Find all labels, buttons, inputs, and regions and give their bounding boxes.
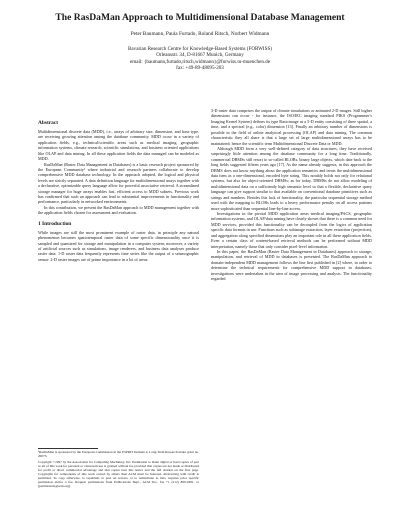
abstract-paragraph: In this contribution, we present the RasDaMan approach to MDD management together with the application fields chosen for assessment and evaluation. [38, 204, 199, 216]
abstract-paragraph: RasDaMan (Raster Data Management in Databases) is a basic research project sponsored by the European Community¹ where industrial and research partners collaborate to develop comprehensive MDD database technology. In the approach adopted, the logical and physical levels are strictly separated. A data definition language for multidimensional arrays together with a declarative, optimizable query language allow for powerful associative retrieval. A streamlined storage manager for huge arrays enables fast, efficient access to MDD subsets. Previous work has confirmed that such an approach can lead to substantial improvements in functionality and performance, particularly in networked environments. [38, 161, 199, 205]
affiliation-line: Orleansstr. 34, D-81667 Munich, Germany [156, 52, 244, 59]
abstract-heading: Abstract [38, 120, 59, 126]
body-paragraph: 3-D raster data comprises the output of climate simulations or animated 2-D images. Still higher dimensions can occur - for instance, the ISO/IEC imaging standard PIKS (Programmer's Imaging Kernel System) defines its type Basicimage as a 5-D entity consisting of three spatial, a time, and a spectral (e.g., color) dimension [13]. Finally an arbitrary number of dimensions is possible in the field of online analytical processing (OLAP) and data mining. The common characteristic they all share is that a large set of large multidimensional arrays has to be maintained; hence the scientific term Multidimensional Discrete Data or MDD. [211, 108, 372, 146]
footnotes [38, 448, 199, 489]
affiliation-line: Bavarian Research Centre for Knowledge-Based Systems (FORWISS) [127, 46, 272, 52]
affiliation-email: email: {baumann,furtado,ritsch,widmann}@forwiss.tu-muenchen.de [129, 58, 270, 65]
abstract-paragraph: Multidimensional discrete data (MDD), i.e., arrays of arbitrary size, dimension, and base type, are receiving growing attention among the database community. MDD occur in a variety of application fields, e.g., technical/scientific areas such as medical imaging, geographic information systems, climate research, scientific simulations, and business oriented applications like OLAP and data mining. In all these application fields the data managed can be modeled as MDD. [38, 129, 199, 162]
left-column [38, 120, 199, 262]
section-heading-introduction: 1 Introduction [38, 220, 72, 227]
introduction-paragraph: While images are still the most prominent example of raster data, in principle any natural phenomenon becomes spatiotemporal raster data of some specific dimensionality once it is sampled and quantized for storage and manipulation in a computer system; moreover, a variety of artificial sources such as simulations, image renderers, and business data analyses produce raster data. 1-D raster data frequently represents time series like the output of a seismographic sensor. 2-D raster images are of prime importance in a lot of areas. [38, 229, 199, 262]
body-paragraph: Although MDD form a very well-defined category of data structures, they have received surprisingly little attention among the database community for a long time. Traditionally, commercial DBMSs still resort to so-called BLOBs, binary large objects, which date back to the long fields suggested fifteen years ago [17]. As the name already suggests, in this approach the DBMS does not know anything about the application semantics and treats the multidimensional data item as a one-dimensional, encoded byte string. This notably holds not only for relational systems, but also for object-oriented DBMSs; as for today, DBMSs do not allow modeling of multidimensional data on a sufficiently high semantic level so that a flexible, declarative query language can give support similar to that available on conventional database primitives such as strings and numbers. Besides this lack of functionality, the particular sequential storage method used with the mapping to BLOBs leads to a heavy performance penalty on all access patterns more sophisticated than sequential line-by-line access. [211, 145, 372, 211]
footnote-rule [38, 448, 98, 449]
author-list: Peter Baumann, Paula Furtado, Roland Ritsch, Norbert Widmann [130, 31, 270, 37]
paper-title: The RasDaMan Approach to Multidimensional Database Management [55, 12, 345, 23]
footnote-copyright: Copyright ©1997 by the Association for Computing Machinery, Inc. Permission to make digital or hard copies of part or all of this work for personal or classroom use is granted without fee provided that copies are not made or distributed for profit or direct commercial advantage and that copies bear this notice and the full citation on the first page. Copyrights for components of this work owned by others than ACM must be honored. Abstracting with credit is permitted. To copy otherwise, to republish, to post on servers, or to redistribute to lists, requires prior specific permission and/or a fee. Request permissions from Publications Dept., ACM Inc., fax +1 (212) 869-0481, or (permissions@acm.org). [38, 459, 199, 489]
body-paragraph: In this paper, the RasDaMan (Raster Data Management in Databases) approach to storage, manipulation, and retrieval of MDD in databases is presented. The RasDaMan approach to domain-independent MDD management follows the line first published in [2] where, in order to determine the technical requirements for comprehensive MDD support in databases, investigations were undertaken in the area of image processing and analysis. The functionality regarded [211, 248, 372, 282]
right-column [211, 108, 372, 282]
body-paragraph: Investigations in the pivotal MDD application areas medical imaging/PACS, geographic information systems, and OLAP/data mining have clearly shown that there is a common need for MDD services, provided this functionality can be decoupled from the logics of application specific data formats in use. Functions such as subimage extraction, layer extraction (projection), and aggregation along specified dimensions play an important role in all these application fields. Even a certain class of content-based retrieval methods can be performed without MDD interpretation, namely those that only consider pixel-level information. [211, 211, 372, 249]
footnote-sponsor: ¹RasDaMan is sponsored by the European Commission in the ESPRIT Domain 4, Long-Term Research under grant no. 20073. [38, 450, 199, 459]
affiliation-fax: fax: +49-89-48095-203 [176, 64, 224, 71]
affiliation-block [20, 46, 380, 71]
